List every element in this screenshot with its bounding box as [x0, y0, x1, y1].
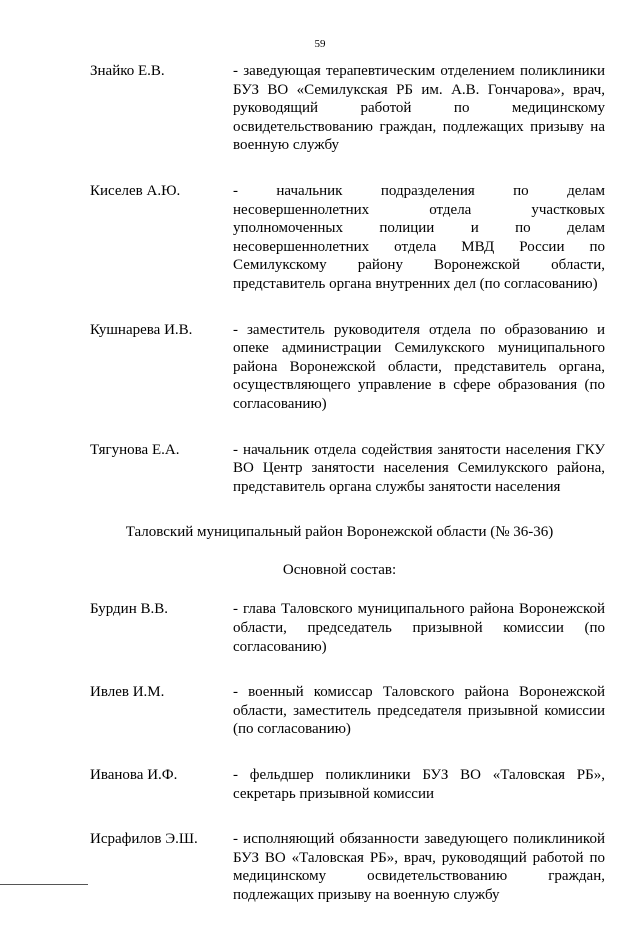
member-description: - начальник отдела содействия занятости населения ГКУ ВО Центр занятости населения Семилукского района, представитель органа службы занятости населения	[233, 441, 605, 495]
member-description: - военный комиссар Таловского района Воронежской области, заместитель председателя призывной комиссии (по согласованию)	[233, 684, 605, 738]
member-name: Бурдин В.В.	[90, 601, 168, 618]
member-name: Кушнарева И.В.	[90, 321, 193, 338]
commission-list	[90, 62, 605, 932]
member-name: Ивлев И.М.	[90, 684, 165, 701]
member-entry	[90, 321, 605, 414]
member-entry	[90, 683, 605, 739]
member-description: - начальник подразделения по делам несовершеннолетних отдела участковых уполномоченных полиции и по делам несовершеннолетних отдела МВД России по Семилукскому району Воронежской области, представитель органа внутренних дел (по согласованию)	[233, 182, 605, 292]
member-entry	[90, 441, 605, 497]
member-name: Исрафилов Э.Ш.	[90, 831, 198, 848]
member-description: - глава Таловского муниципального района Воронежской области, председатель призывной комиссии (по согласованию)	[233, 601, 605, 655]
footer-divider	[0, 884, 88, 885]
member-entry	[90, 766, 605, 803]
member-description: - заведующая терапевтическим отделением поликлиники БУЗ ВО «Семилукская РБ им. А.В. Гончарова», врач, руководящий работой по медицинскому освидетельствованию граждан, подлежащих призыву на военную службу	[233, 63, 605, 154]
member-entry	[90, 830, 605, 904]
page-number: 59	[314, 38, 326, 50]
member-name: Иванова И.Ф.	[90, 767, 178, 784]
member-entry	[90, 182, 605, 294]
member-description: - заместитель руководителя отдела по образованию и опеке администрации Семилукского муниципального района Воронежской области, представитель органа, осуществляющего управление в сфере образования (по согласованию)	[233, 321, 605, 412]
district-heading: Таловский муниципальный район Воронежской области (№ 36-36)	[125, 524, 554, 541]
member-name: Киселев А.Ю.	[90, 182, 181, 199]
member-entry	[90, 62, 605, 155]
member-name: Тягунова Е.А.	[90, 441, 180, 458]
member-name: Знайко Е.В.	[90, 63, 165, 79]
member-entry	[90, 600, 605, 656]
member-description: - фельдшер поликлиники БУЗ ВО «Таловская РБ», секретарь призывной комиссии	[233, 767, 605, 802]
member-description: - исполняющий обязанности заведующего поликлиникой БУЗ ВО «Таловская РБ», врач, руководящий работой по медицинскому освидетельствованию граждан, подлежащих призыву на военную службу	[233, 831, 605, 903]
composition-subheading: Основной состав:	[282, 561, 397, 578]
